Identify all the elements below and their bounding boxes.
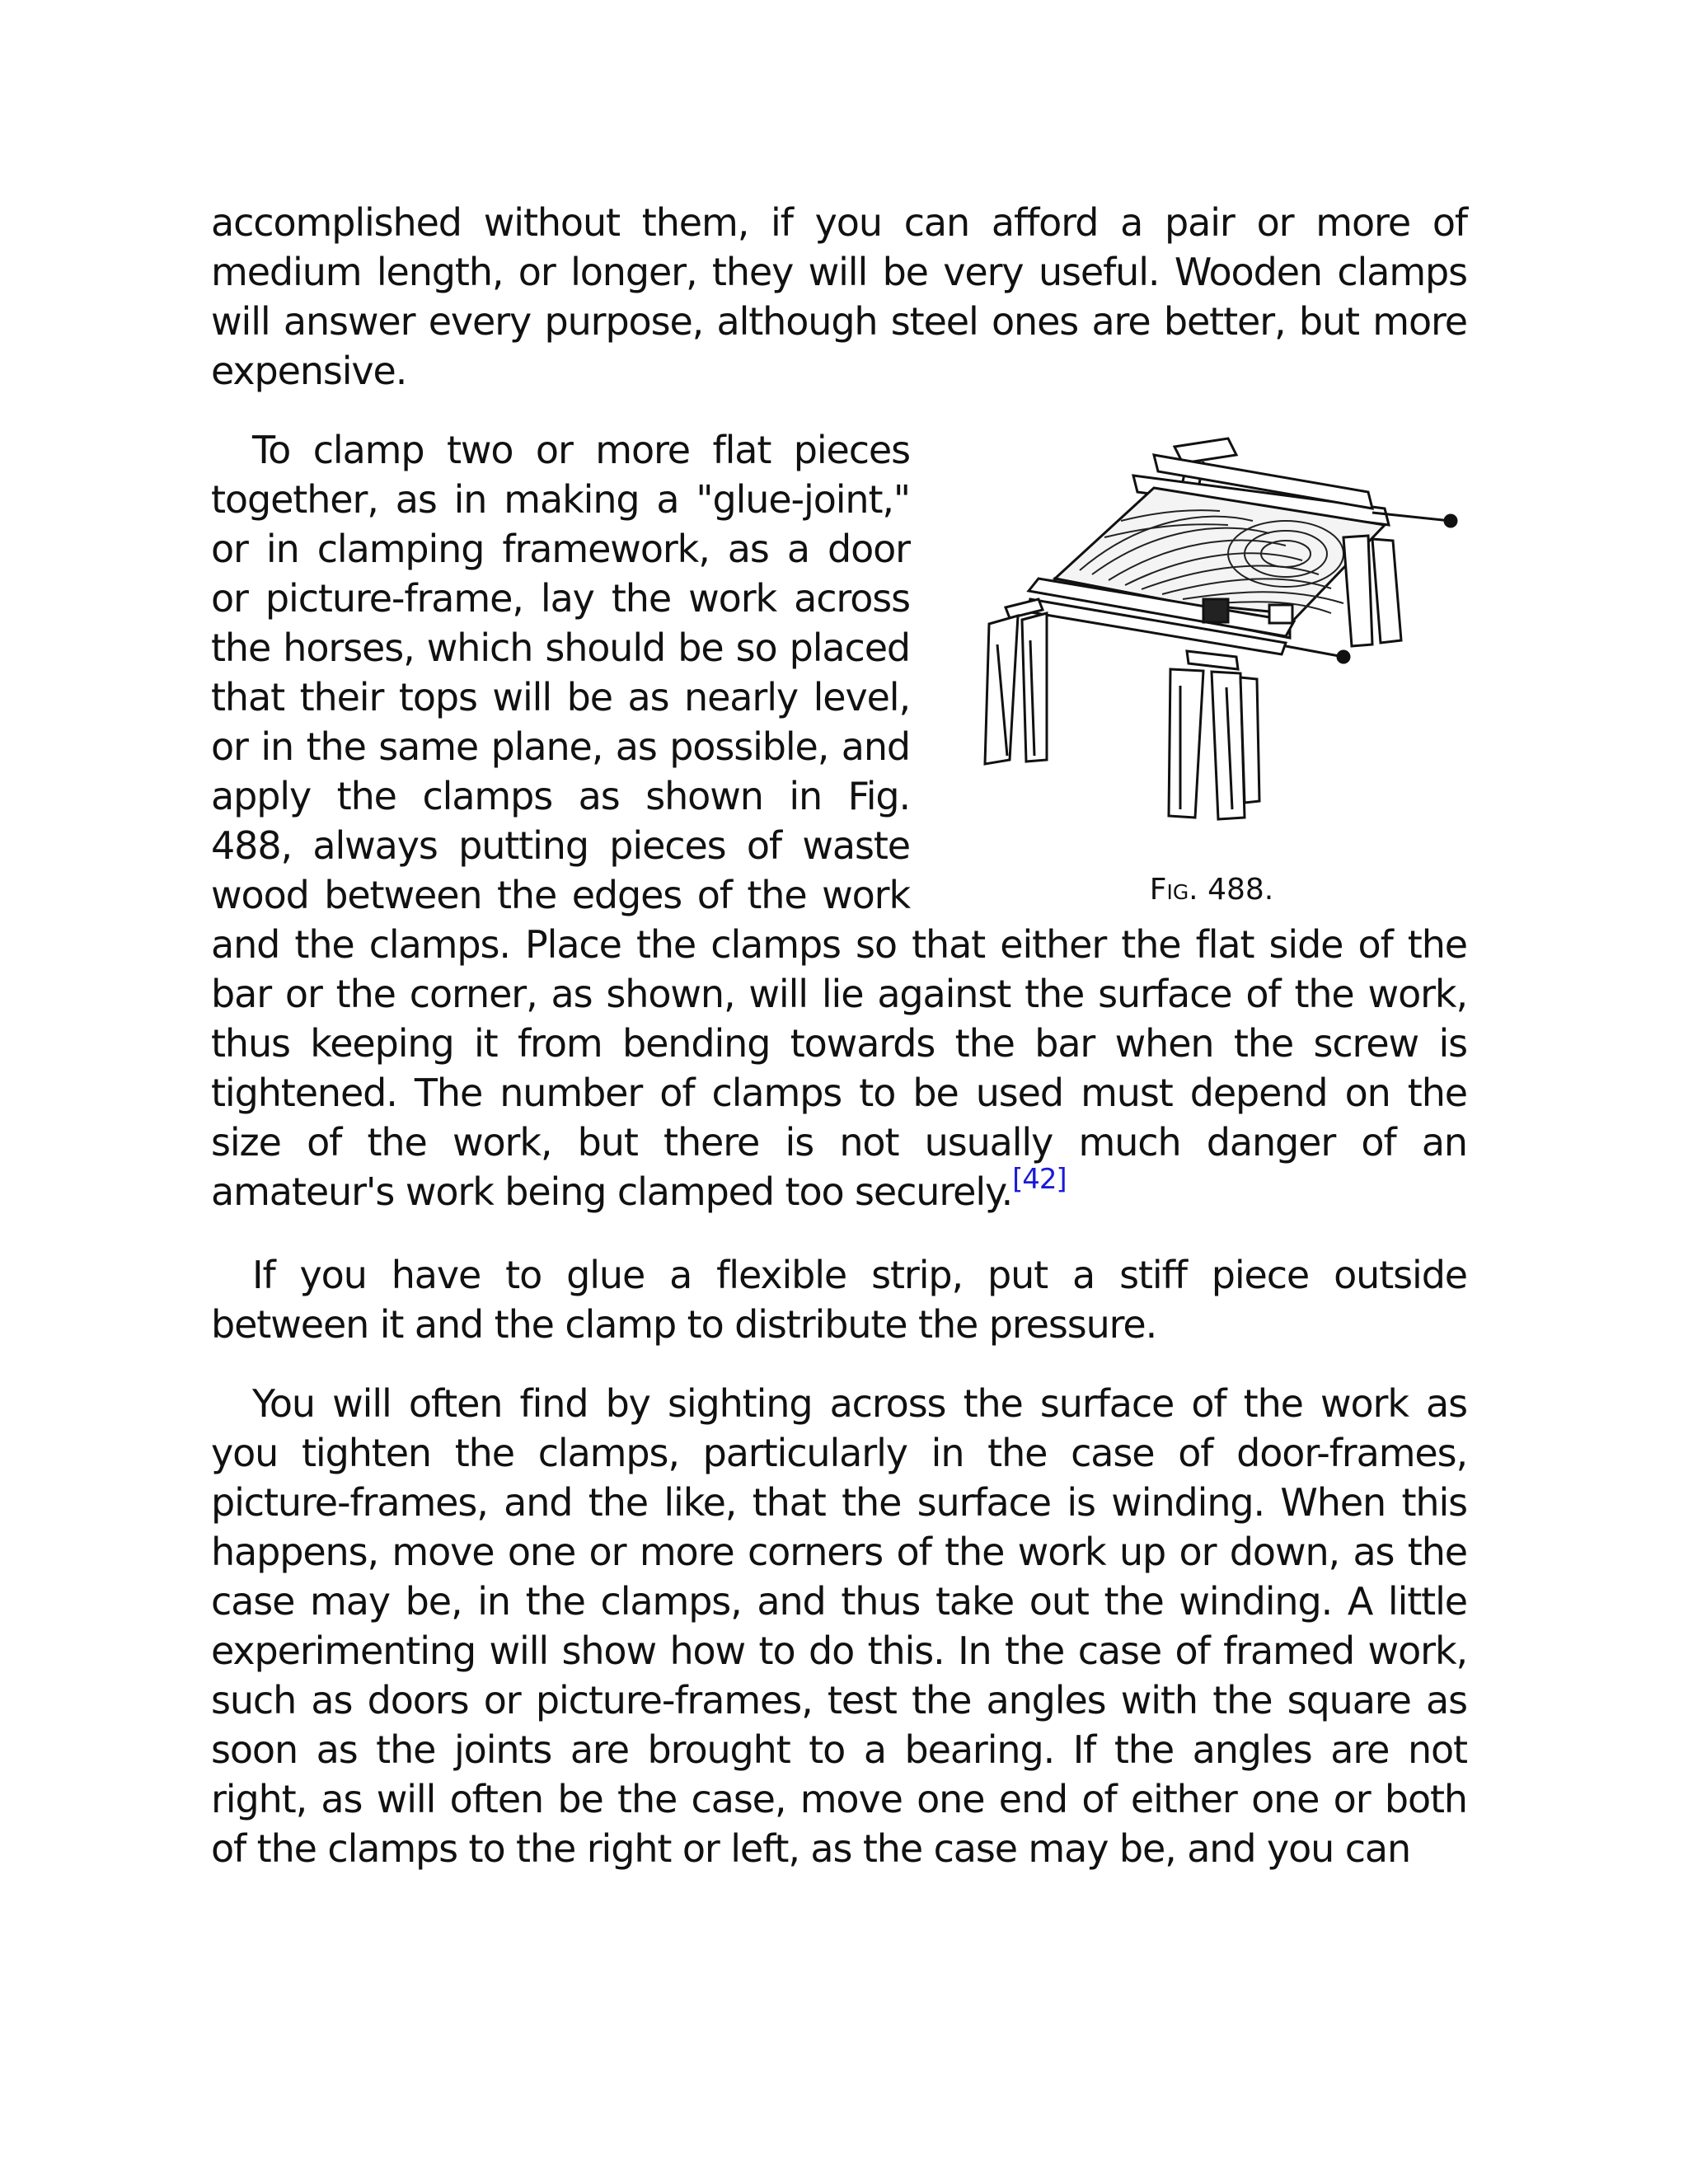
- figure-488: [956, 430, 1467, 910]
- caption-prefix: Fig.: [1149, 873, 1198, 907]
- figure-caption: [956, 870, 1467, 910]
- footnote-link[interactable]: [42]: [1012, 1163, 1067, 1196]
- paragraph-winding: You will often find by sighting across the surface of the work as you tighten the clamps, particularly in the case of door-frames, picture-frames, and the like, that the surface is winding. When this happens, move one or more corners of the work up or down, as the case may be, in the clamps, and thus take out the winding. A little experimenting will show how to do this. In the case of framed work, such as doors or picture-frames, test the angles with the square as soon as the joints are brought to a bearing. If the angles are not right, as will often be the case, move one end of either one or both of the clamps to the right or left, as the case may be, and you can: [211, 1381, 1467, 1871]
- document-page: [211, 198, 1467, 1873]
- paragraph-flexible-strip: If you have to glue a flexible strip, put a stiff piece outside between it and the clamp to distribute the pressure.: [211, 1253, 1467, 1347]
- paragraph-clamping-text: To clamp two or more flat pieces together, as in making a "glue-joint," or in clamping framework, as a door or picture-frame, lay the work across the horses, which should be so placed that their tops will be as nearly level, or in the same plane, as possible, and apply the clamps as shown in Fig. 488, always putting pieces of waste wood between the edges of the work and the clamps. Place the clamps so that either the flat side of the bar or the corner, as shown, will lie against the surface of the work, thus keeping it from bending towards the bar when the screw is tightened. The number of clamps to be used must depend on the size of the work, but there is not usually much danger of an amateur's work being clamped too securely.: [211, 428, 1467, 1214]
- clamped-boards-on-horses-illustration: [956, 430, 1467, 875]
- paragraph-continued: accomplished without them, if you can afford a pair or more of medium length, or longer, they will be very useful. Wooden clamps will answer every purpose, although steel ones are better, but more expensive.: [211, 200, 1467, 393]
- caption-number: 488.: [1198, 873, 1274, 907]
